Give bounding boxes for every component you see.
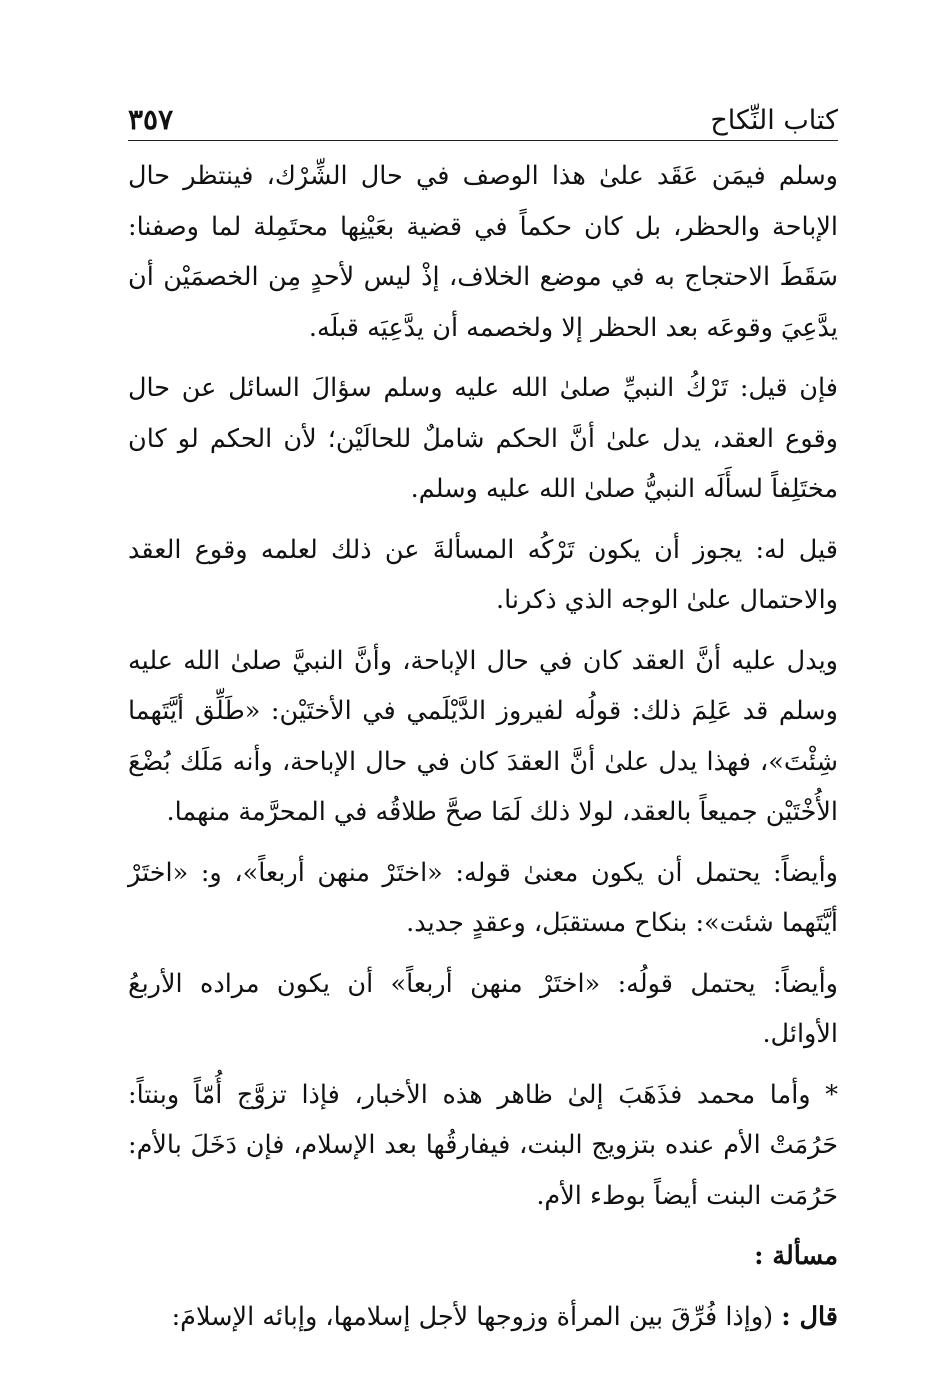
- page-number: ٣٥٧: [128, 103, 174, 136]
- running-header: [128, 88, 838, 141]
- section-heading: مسألة :: [754, 1241, 838, 1271]
- page-body: [128, 151, 838, 1342]
- final-paragraph: [128, 1292, 838, 1343]
- final-lead: قال :: [781, 1301, 838, 1332]
- final-text: (وإذا فُرِّقَ بين المرأة وزوجها لأجل إسلامها، وإبائه الإسلامَ:: [171, 1301, 782, 1332]
- paragraph-2: فإن قيل: تَرْكُ النبيِّ صلىٰ الله عليه وسلم سؤالَ السائل عن حال وقوع العقد، يدل علىٰ أنَّ الحكم شاملٌ للحالَيْن؛ لأن الحكم لو كان مختَلِفاً لسأَلَه النبيُّ صلىٰ الله عليه وسلم.: [128, 373, 838, 504]
- book-page: [128, 88, 838, 1342]
- paragraph-1: وسلم فيمَن عَقَد علىٰ هذا الوصف في حال الشِّرْك، فينتظر حال الإباحة والحظر، بل كان حكماً في قضية بعَيْنِها محتَمِلة لما وصفنا: سَقَطَ الاحتجاج به في موضع الخلاف، إذْ ليس لأحدٍ مِن الخصمَيْن أن يدَّعِيَ وقوعَه بعد الحظر إلا ولخصمه أن يدَّعِيَه قبلَه.: [128, 161, 838, 343]
- paragraph-4: ويدل عليه أنَّ العقد كان في حال الإباحة، وأنَّ النبيَّ صلىٰ الله عليه وسلم قد عَلِمَ ذلك: قولُه لفيروز الدَّيْلَمي في الأختَيْن: «طَلِّق أيَّتَهما شِئْتَ»، فهذا يدل علىٰ أنَّ العقدَ كان في حال الإباحة، وأنه مَلَك بُضْعَ الأُخْتَيْن جميعاً بالعقد، لولا ذلك لَمَا صحَّ طلاقُه في المحرَّمة منهما.: [128, 645, 838, 827]
- chapter-title: كتاب النِّكاح: [710, 105, 838, 136]
- paragraph-6: وأيضاً: يحتمل قولُه: «اختَرْ منهن أربعاً» أن يكون مراده الأربعُ الأوائل.: [128, 968, 838, 1049]
- paragraph-7: * وأما محمد فذَهَبَ إلىٰ ظاهر هذه الأخبار، فإذا تزوَّج أُمّاً وبنتاً: حَرُمَتْ الأم عنده بتزويج البنت، فيفارقُها بعد الإسلام، فإن دَخَلَ بالأم: حَرُمَت البنت أيضاً بوطء الأم.: [128, 1079, 838, 1211]
- paragraph-3: قيل له: يجوز أن يكون تَرْكُه المسألةَ عن ذلك لعلمه وقوع العقد والاحتمال علىٰ الوجه الذي ذكرنا.: [128, 534, 838, 615]
- paragraph-5: وأيضاً: يحتمل أن يكون معنىٰ قوله: «اختَرْ منهن أربعاً»، و: «اختَرْ أيَّتَهما شئت»: بنكاح مستقبَل، وعقدٍ جديد.: [128, 857, 838, 938]
